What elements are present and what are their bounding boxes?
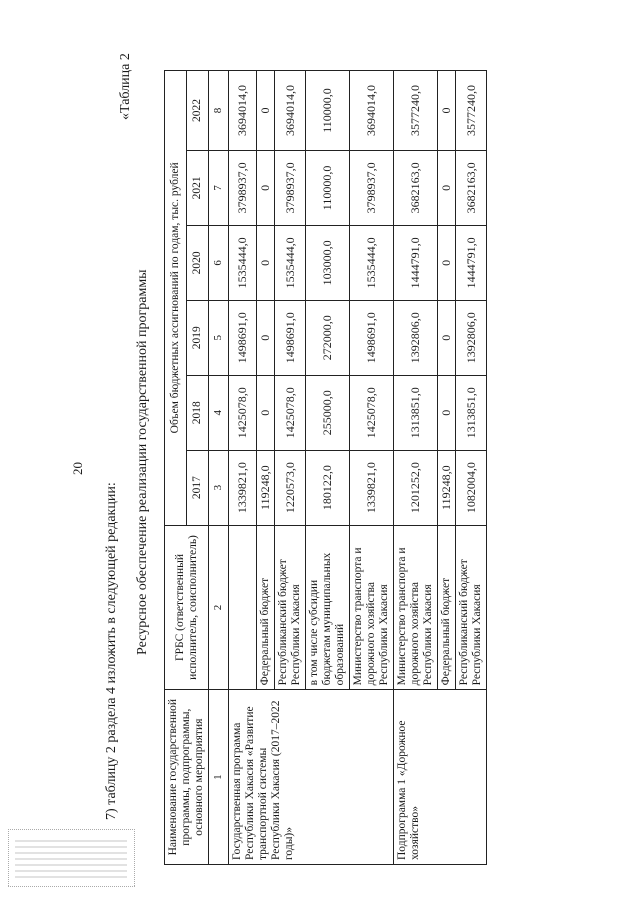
grbs-cell: Министерство транспорта и дорожного хозяйства Республики Хакасия [394,525,438,690]
index-cell: 3 [209,450,229,525]
value-cell: 1425078,0 [229,375,257,450]
value-cell: 3798937,0 [229,150,257,225]
grbs-cell: в том числе субсидии бюджетам муниципальных образований [306,525,350,690]
page-number: 20 [70,462,85,475]
grbs-cell: Федеральный бюджет [438,525,456,690]
table-row [394,71,438,865]
value-cell: 1535444,0 [229,225,257,300]
grbs-cell: Республиканский бюджет Республики Хакасия [456,525,487,690]
value-cell: 1339821,0 [350,450,394,525]
value-cell: 0 [257,225,275,300]
value-cell: 119248,0 [438,450,456,525]
value-cell: 1425078,0 [350,375,394,450]
value-cell: 1339821,0 [229,450,257,525]
value-cell: 3694014,0 [350,71,394,151]
grbs-cell: Министерство транспорта и дорожного хозяйства Республики Хакасия [350,525,394,690]
year-header: 2017 [187,450,209,525]
value-cell: 0 [257,300,275,375]
value-cell: 3682163,0 [394,150,438,225]
value-cell: 0 [438,225,456,300]
value-cell: 0 [438,71,456,151]
value-cell: 0 [257,150,275,225]
value-cell: 1425078,0 [275,375,306,450]
value-cell: 0 [438,300,456,375]
value-cell: 1220573,0 [275,450,306,525]
header-volume: Объем бюджетных ассигнований по годам, тыс. рублей [165,71,187,526]
year-header: 2019 [187,300,209,375]
value-cell: 0 [257,375,275,450]
index-cell: 8 [209,71,229,151]
value-cell: 0 [438,375,456,450]
value-cell: 1392806,0 [394,300,438,375]
grbs-cell [229,525,257,690]
value-cell: 110000,0 [306,71,350,151]
subprogram-name: Подпрограмма 1 «Дорожное хозяйство» [394,690,487,865]
value-cell: 255000,0 [306,375,350,450]
value-cell: 1313851,0 [456,375,487,450]
value-cell: 3694014,0 [229,71,257,151]
value-cell: 1535444,0 [350,225,394,300]
header-grbs: ГРБС (ответственный исполнитель, соисполнитель) [165,525,209,690]
index-cell: 4 [209,375,229,450]
program-name: Государственная программа Республики Хакасия «Развитие транспортной системы Республики Хакасия (2017–2022 годы)» [229,690,394,865]
value-cell: 3694014,0 [275,71,306,151]
value-cell: 1444791,0 [456,225,487,300]
value-cell: 110000,0 [306,150,350,225]
year-header: 2020 [187,225,209,300]
year-header: 2021 [187,150,209,225]
value-cell: 180122,0 [306,450,350,525]
grbs-cell: Федеральный бюджет [257,525,275,690]
value-cell: 272000,0 [306,300,350,375]
value-cell: 1082004,0 [456,450,487,525]
table-title: Ресурсное обеспечение реализации государственной программы [135,269,150,655]
grbs-cell: Республиканский бюджет Республики Хакасия [275,525,306,690]
table-label: «Таблица 2 [118,53,133,120]
value-cell: 0 [257,71,275,151]
value-cell: 103000,0 [306,225,350,300]
year-header: 2022 [187,71,209,151]
value-cell: 1201252,0 [394,450,438,525]
value-cell: 3577240,0 [394,71,438,151]
value-cell: 3682163,0 [456,150,487,225]
value-cell: 0 [438,150,456,225]
table-row [229,71,257,865]
value-cell: 3577240,0 [456,71,487,151]
index-cell: 5 [209,300,229,375]
value-cell: 1313851,0 [394,375,438,450]
index-cell: 1 [209,690,229,865]
value-cell: 1498691,0 [350,300,394,375]
value-cell: 3798937,0 [275,150,306,225]
index-cell: 2 [209,525,229,690]
value-cell: 119248,0 [257,450,275,525]
value-cell: 1498691,0 [229,300,257,375]
value-cell: 1392806,0 [456,300,487,375]
header-name: Наименование государственной программы, подпрограммы, основного мероприятия [165,690,209,865]
value-cell: 1498691,0 [275,300,306,375]
index-row [209,71,229,865]
value-cell: 1535444,0 [275,225,306,300]
index-cell: 7 [209,150,229,225]
value-cell: 3798937,0 [350,150,394,225]
index-cell: 6 [209,225,229,300]
registration-stamp [8,829,135,887]
intro-text: 7) таблицу 2 раздела 4 изложить в следующей редакции: [104,482,119,820]
resources-table [164,70,487,865]
year-header: 2018 [187,375,209,450]
value-cell: 1444791,0 [394,225,438,300]
